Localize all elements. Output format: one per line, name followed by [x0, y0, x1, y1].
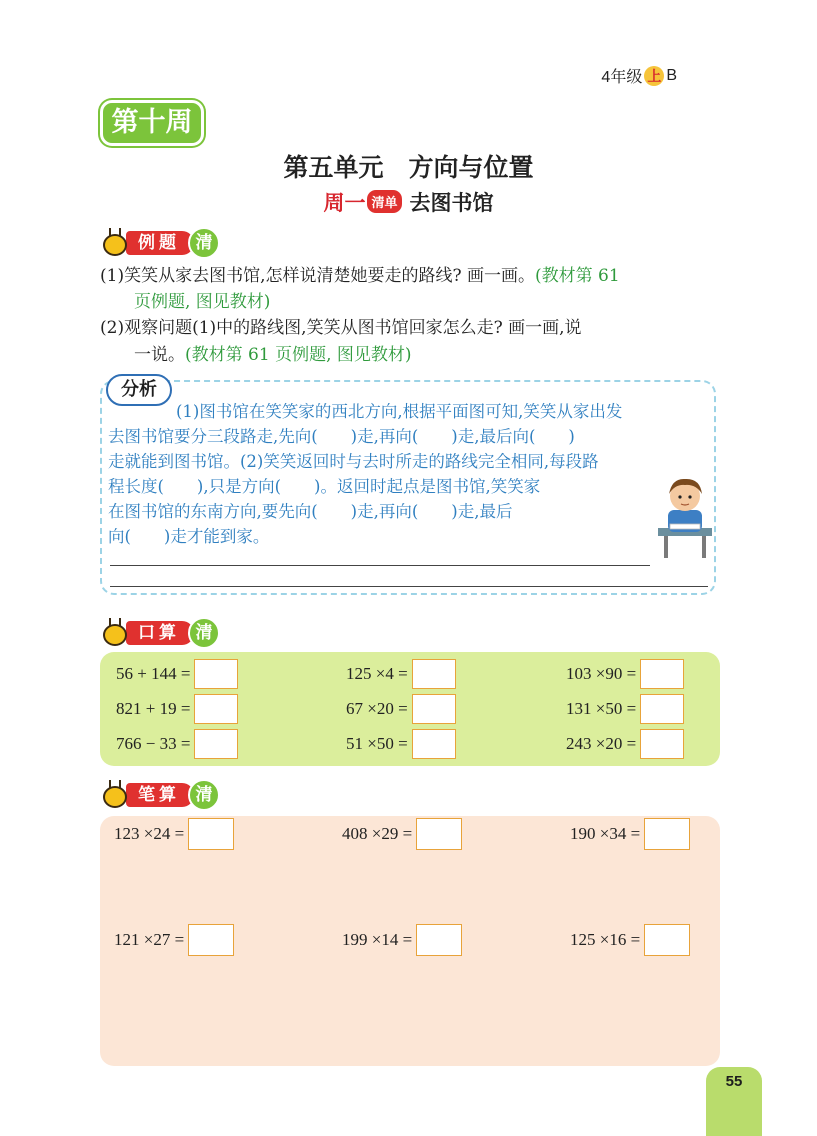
answer-box[interactable] — [640, 729, 684, 759]
written-section-header — [100, 780, 220, 810]
written-item: 125 ×16 = — [570, 924, 690, 956]
oral-item: 243 ×20 = — [566, 728, 684, 760]
day-title — [0, 187, 817, 217]
answer-box[interactable] — [640, 659, 684, 689]
qing-icon: 清 — [188, 779, 220, 811]
written-item: 123 ×24 = — [114, 818, 234, 850]
analysis-line: 去图书馆要分三段路走,先向( )走,再向( )走,最后向( ) — [108, 427, 575, 446]
grade-term-badge: 上 — [644, 66, 664, 86]
answer-box[interactable] — [412, 694, 456, 724]
qing-icon: 清 — [188, 617, 220, 649]
week-badge: 第十周 — [100, 100, 204, 146]
answer-box[interactable] — [644, 818, 690, 850]
analysis-line: 程长度( ),只是方向( )。返回时起点是图书馆,笑笑家 — [108, 477, 541, 496]
oral-item: 821 + 19 = — [116, 693, 238, 725]
analysis-line: 向( )走才能到家。 — [108, 527, 270, 546]
answer-box[interactable] — [188, 818, 234, 850]
analysis-line: (1)图书馆在笑笑家的西北方向,根据平面图可知,笑笑从家出发 — [176, 402, 623, 421]
answer-box[interactable] — [194, 694, 238, 724]
oral-section-header — [100, 618, 220, 648]
answer-box[interactable] — [412, 729, 456, 759]
oral-label: 口算 — [126, 621, 194, 645]
topic-label: 去图书馆 — [409, 191, 494, 215]
list-badge: 清单 — [367, 190, 401, 213]
analysis-line: 在图书馆的东南方向,要先向( )走,再向( )走,最后 — [108, 502, 513, 521]
oral-item: 51 ×50 = — [346, 728, 456, 760]
oral-item: 125 ×4 = — [346, 658, 456, 690]
answer-box[interactable] — [194, 729, 238, 759]
oral-calc-panel — [100, 652, 720, 766]
textbook-note: (教材第 61 — [535, 266, 620, 286]
written-item: 199 ×14 = — [342, 924, 462, 956]
oral-item: 67 ×20 = — [346, 693, 456, 725]
oral-item: 766 − 33 = — [116, 728, 238, 760]
grade-prefix: 4年级 — [601, 69, 643, 86]
student-illustration — [650, 470, 720, 560]
written-item: 121 ×27 = — [114, 924, 234, 956]
oral-item: 56 + 144 = — [116, 658, 238, 690]
answer-box[interactable] — [644, 924, 690, 956]
answer-box[interactable] — [416, 924, 462, 956]
textbook-note: (教材第 61 页例题, 图见教材) — [185, 345, 412, 365]
bee-icon — [100, 780, 130, 810]
unit-title: 第五单元 方向与位置 — [283, 153, 534, 182]
answer-box[interactable] — [194, 659, 238, 689]
oral-item: 131 ×50 = — [566, 693, 684, 725]
answer-box[interactable] — [416, 818, 462, 850]
textbook-note: 页例题, 图见教材) — [134, 292, 271, 312]
written-item: 408 ×29 = — [342, 818, 462, 850]
example-section-header — [100, 228, 220, 258]
answer-box[interactable] — [188, 924, 234, 956]
example-label: 例题 — [126, 231, 194, 255]
day-label: 周一 — [323, 191, 366, 215]
written-item: 190 ×34 = — [570, 818, 690, 850]
bee-icon — [100, 618, 130, 648]
qing-icon: 清 — [188, 227, 220, 259]
bee-icon — [100, 228, 130, 258]
analysis-line: 走就能到图书馆。(2)笑笑返回时与去时所走的路线完全相同,每段路 — [108, 452, 599, 471]
page-number: 55 — [706, 1067, 762, 1136]
question-1-line-2 — [134, 289, 270, 316]
written-calc-panel — [100, 816, 720, 1066]
answer-line[interactable] — [110, 565, 650, 566]
oral-item: 103 ×90 = — [566, 658, 684, 690]
answer-line[interactable] — [110, 586, 708, 587]
question-1-line-1: (1)笑笑从家去图书馆,怎样说清楚她要走的路线? 画一画。(教材第 61 — [100, 266, 620, 286]
question-2-line-1: (2)观察问题(1)中的路线图,笑笑从图书馆回家怎么走? 画一画,说 — [100, 318, 582, 338]
analysis-label: 分析 — [106, 374, 172, 406]
answer-box[interactable] — [640, 694, 684, 724]
written-label: 笔算 — [126, 783, 194, 807]
answer-box[interactable] — [412, 659, 456, 689]
question-2-line-2: 一说。(教材第 61 页例题, 图见教材) — [134, 345, 412, 365]
grade-suffix: B — [666, 66, 677, 84]
grade-label — [601, 64, 677, 87]
